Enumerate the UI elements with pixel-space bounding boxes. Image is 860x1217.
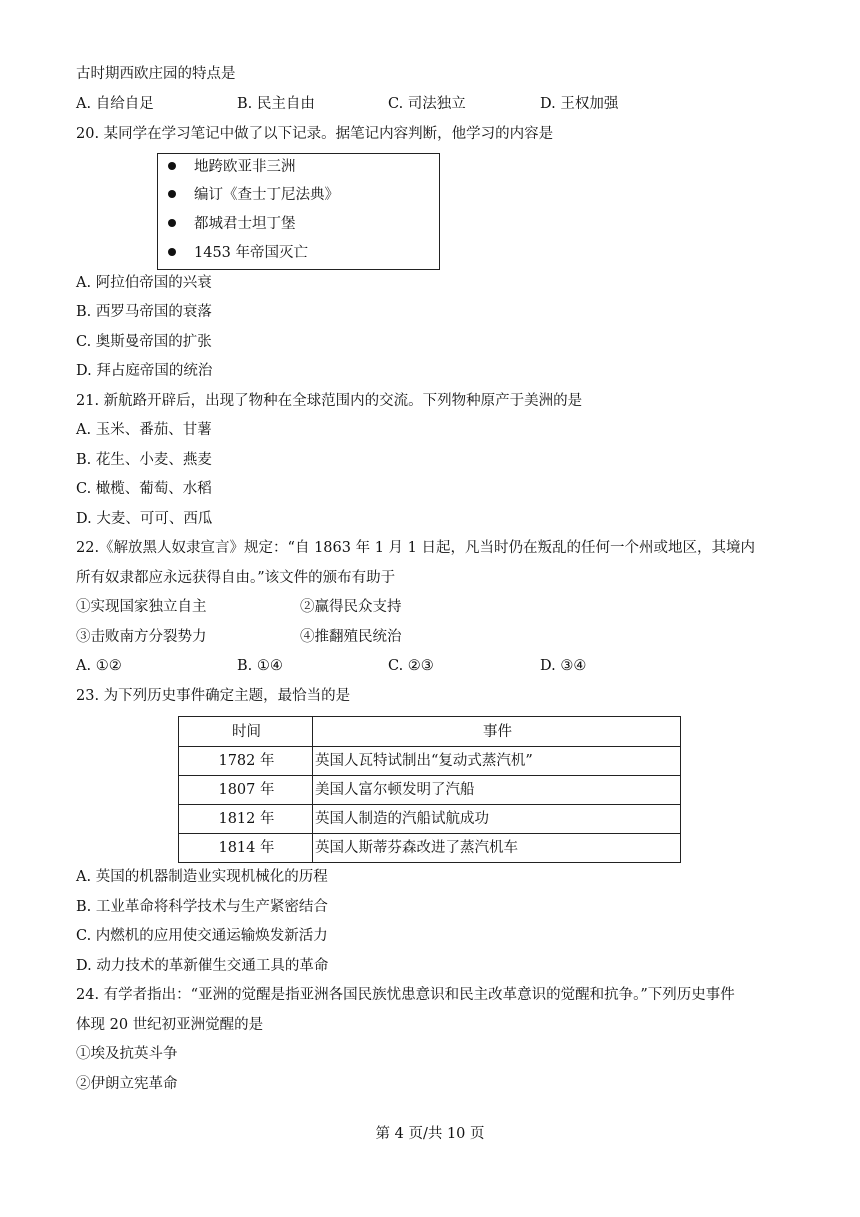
q21-option-d: D. 大麦、可可、西瓜	[76, 511, 213, 527]
q24-item-2: ②伊朗立宪革命	[76, 1076, 178, 1092]
q20-note: 1453 年帝国灭亡	[168, 243, 308, 263]
table-cell-time: 1812 年	[179, 805, 313, 834]
q19-option-b: B. 民主自由	[237, 96, 315, 112]
q19-option-c: C. 司法独立	[388, 96, 466, 112]
q20-option-c: C. 奥斯曼帝国的扩张	[76, 334, 212, 350]
q24-item-1: ①埃及抗英斗争	[76, 1046, 178, 1062]
table-row	[179, 805, 681, 834]
q23-events-table	[178, 716, 681, 863]
q20-option-a: A. 阿拉伯帝国的兴衰	[76, 275, 212, 291]
q22-item-3: ③击败南方分裂势力	[76, 629, 207, 645]
table-row	[179, 834, 681, 863]
table-cell-event: 英国人瓦特试制出“复动式蒸汽机”	[313, 747, 681, 776]
q19-option-d: D. 王权加强	[540, 96, 619, 112]
q23-option-c: C. 内燃机的应用使交通运输焕发新活力	[76, 928, 328, 944]
bullet-icon	[168, 219, 176, 227]
q24-stem-line2: 体现 20 世纪初亚洲觉醒的是	[76, 1017, 264, 1033]
page-footer: 第 4 页/共 10 页	[375, 1126, 485, 1142]
q23-stem: 23. 为下列历史事件确定主题，最恰当的是	[76, 688, 351, 704]
q20-note: 都城君士坦丁堡	[168, 214, 296, 234]
q23-option-d: D. 动力技术的革新催生交通工具的革命	[76, 958, 329, 974]
q20-note: 地跨欧亚非三洲	[168, 157, 296, 177]
q23-option-b: B. 工业革命将科学技术与生产紧密结合	[76, 899, 328, 915]
table-header-row	[179, 717, 681, 747]
table-row	[179, 747, 681, 776]
q19-stem-tail: 古时期西欧庄园的特点是	[76, 66, 236, 82]
table-row	[179, 776, 681, 805]
q21-option-c: C. 橄榄、葡萄、水稻	[76, 481, 212, 497]
table-header-time: 时间	[179, 717, 313, 747]
q22-stem-line1: 22.《解放黑人奴隶宣言》规定：“自 1863 年 1 月 1 日起，凡当时仍在叛乱的任何一个州或地区，其境内	[76, 540, 755, 556]
q24-stem-line1: 24. 有学者指出：“亚洲的觉醒是指亚洲各国民族忧患意识和民主改革意识的觉醒和抗争。”下列历史事件	[76, 987, 735, 1003]
q22-option-c: C. ②③	[388, 658, 434, 674]
bullet-icon	[168, 248, 176, 256]
q21-option-b: B. 花生、小麦、燕麦	[76, 452, 212, 468]
q22-item-1: ①实现国家独立自主	[76, 599, 207, 615]
bullet-icon	[168, 190, 176, 198]
q20-option-d: D. 拜占庭帝国的统治	[76, 363, 213, 379]
q20-note: 编订《查士丁尼法典》	[168, 185, 339, 205]
table-cell-time: 1807 年	[179, 776, 313, 805]
q21-option-a: A. 玉米、番茄、甘薯	[76, 422, 212, 438]
table-cell-event: 英国人制造的汽船试航成功	[313, 805, 681, 834]
table-header-event: 事件	[313, 717, 681, 747]
q20-option-b: B. 西罗马帝国的衰落	[76, 304, 212, 320]
table-cell-event: 英国人斯蒂芬森改进了蒸汽机车	[313, 834, 681, 863]
q22-option-b: B. ①④	[237, 658, 283, 674]
table-cell-time: 1782 年	[179, 747, 313, 776]
q22-item-4: ④推翻殖民统治	[300, 629, 402, 645]
q22-item-2: ②赢得民众支持	[300, 599, 402, 615]
q21-stem: 21. 新航路开辟后，出现了物种在全球范围内的交流。下列物种原产于美洲的是	[76, 393, 583, 409]
table-cell-event: 美国人富尔顿发明了汽船	[313, 776, 681, 805]
q23-option-a: A. 英国的机器制造业实现机械化的历程	[76, 869, 328, 885]
q22-option-a: A. ①②	[76, 658, 122, 674]
q19-option-a: A. 自给自足	[76, 96, 154, 112]
q22-stem-line2: 所有奴隶都应永远获得自由。”该文件的颁布有助于	[76, 570, 396, 586]
bullet-icon	[168, 162, 176, 170]
q20-notes-box	[157, 153, 440, 270]
q20-stem: 20. 某同学在学习笔记中做了以下记录。据笔记内容判断，他学习的内容是	[76, 126, 554, 142]
q22-option-d: D. ③④	[540, 658, 587, 674]
table-cell-time: 1814 年	[179, 834, 313, 863]
